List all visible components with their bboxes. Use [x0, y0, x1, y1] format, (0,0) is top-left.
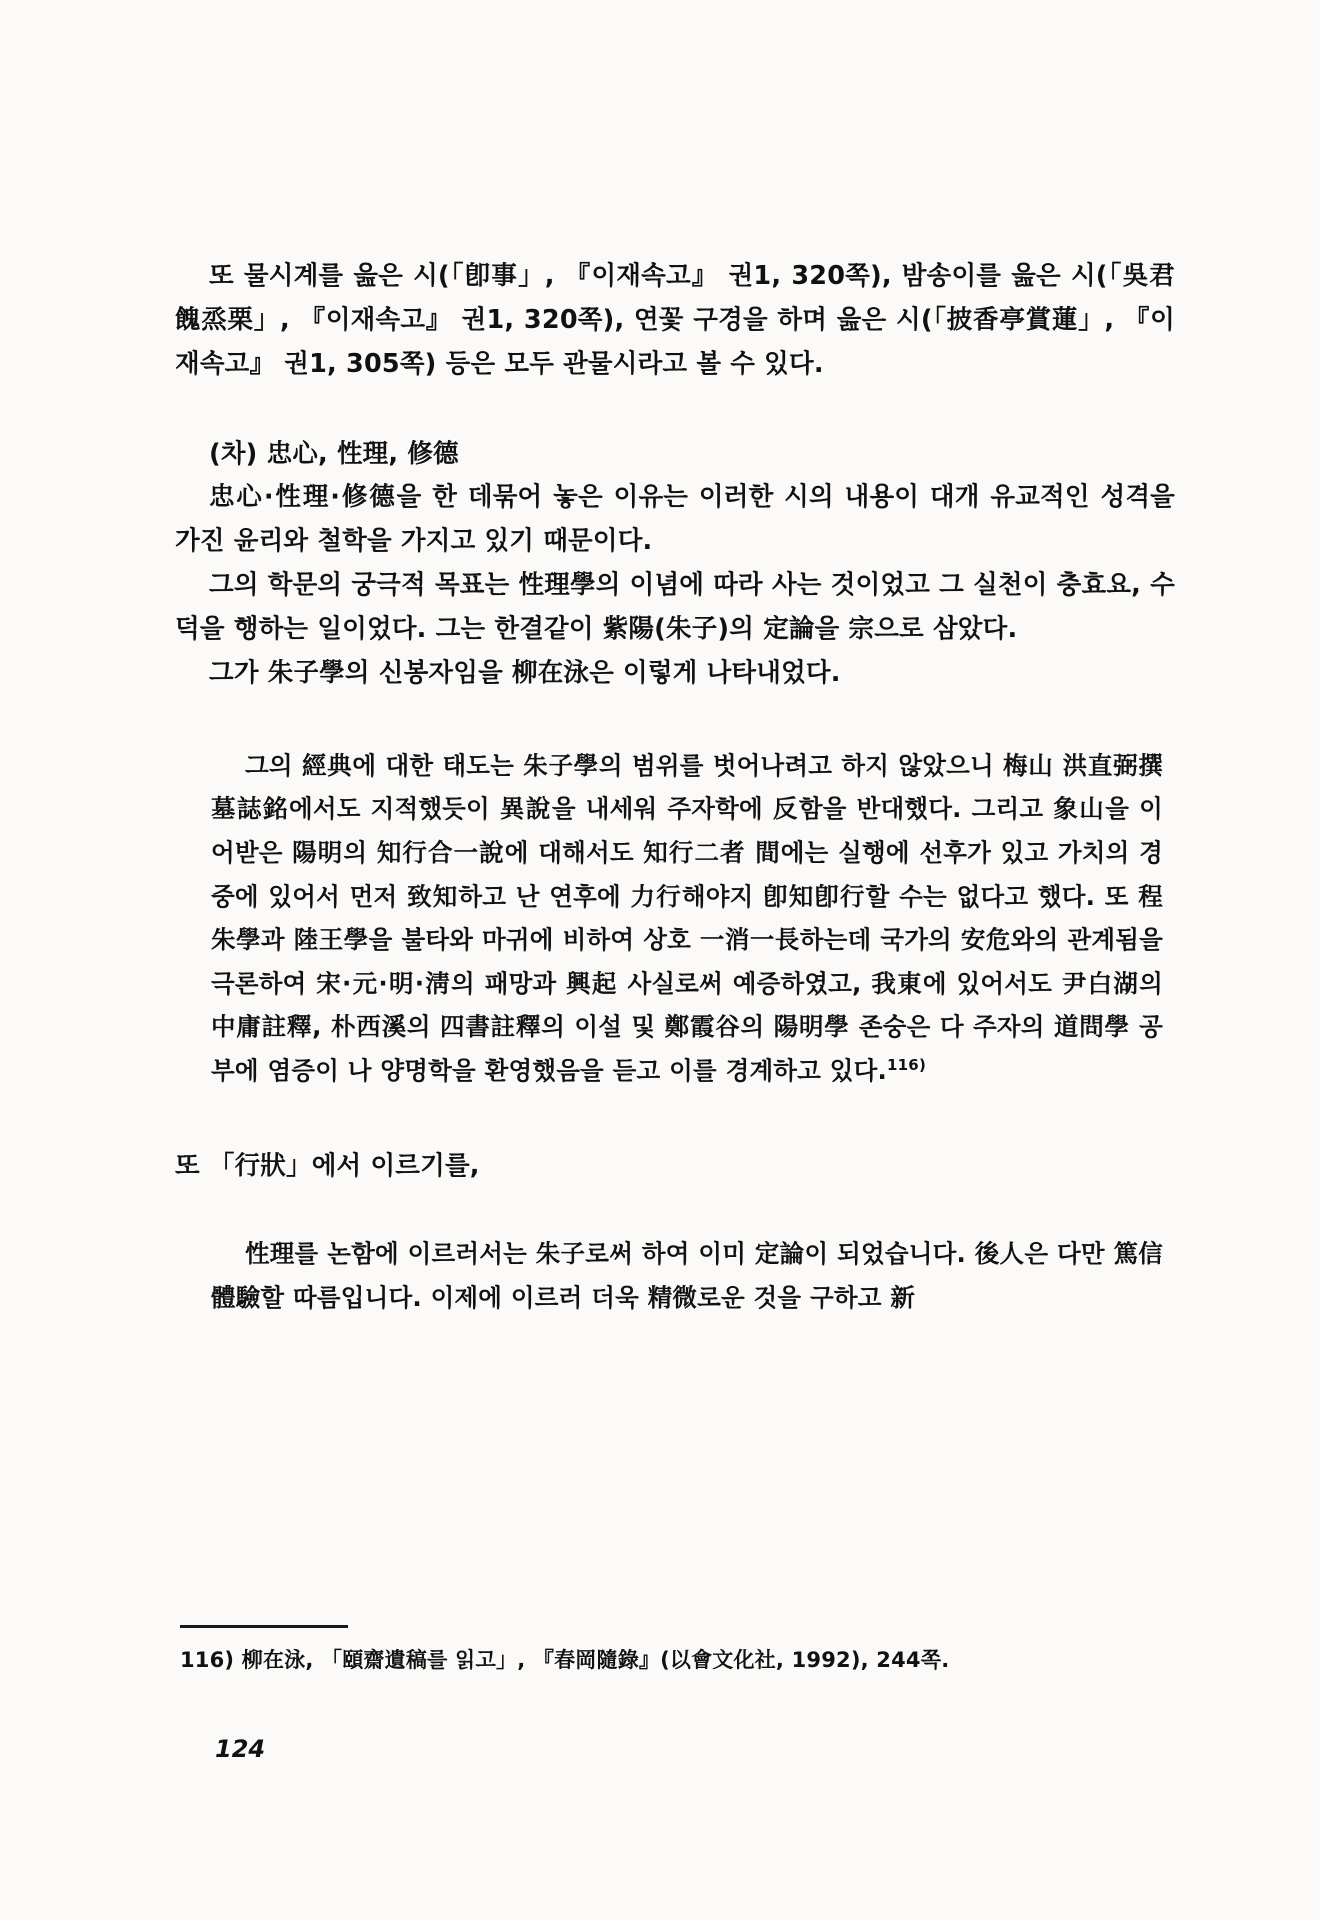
blockquote-1	[211, 744, 1163, 1093]
paragraph-5: 또 「行狀」에서 이르기를,	[175, 1150, 480, 1181]
page-body	[175, 255, 1175, 1320]
paragraph-4: 그가 朱子學의 신봉자임을 柳在泳은 이렇게 나타내었다.	[209, 657, 841, 688]
paragraph-3: 그의 학문의 궁극적 목표는 性理學의 이념에 따라 사는 것이었고 그 실천이 충효요, 수덕을 행하는 일이었다. 그는 한결같이 紫陽(朱子)의 定論을 宗으로 삼았다.	[175, 570, 1175, 645]
blockquote-2-text: 性理를 논함에 이르러서는 朱子로써 하여 이미 定論이 되었습니다. 後人은 다만 篤信體驗할 따름입니다. 이제에 이르러 더욱 精微로운 것을 구하고 新	[211, 1239, 1163, 1313]
section-heading: (차) 忠心, 性理, 修德	[209, 438, 459, 469]
paragraph-2: 忠心·性理·修德을 한 데묶어 놓은 이유는 이러한 시의 내용이 대개 유교적인 성격을 가진 윤리와 철학을 가지고 있기 때문이다.	[175, 482, 1175, 557]
footnote-116: 116) 柳在泳, 「頤齋遺稿를 읽고」, 『春岡隨錄』(以會文化社, 1992), 244쪽.	[180, 1648, 950, 1672]
footnote-marker-116: 116)	[887, 1055, 926, 1074]
blockquote-1-text	[211, 744, 1163, 1093]
blockquote-2	[211, 1232, 1163, 1319]
footnote-separator	[180, 1625, 348, 1628]
page-number: 124	[215, 1735, 266, 1763]
blockquote-1-body: 그의 經典에 대한 태도는 朱子學의 범위를 벗어나려고 하지 않았으니 梅山 洪直弼撰 墓誌銘에서도 지적했듯이 異說을 내세워 주자학에 反함을 반대했다. 그리고 象山을 이어받은 陽明의 知行合一說에 대해서도 知行二者 間에는 실행에 선후가 있고 가치의 경중에 있어서 먼저 致知하고 난 연후에 力行해야지 卽知卽行할 수는 없다고 했다. 또 程朱學과 陸王學을 불타와 마귀에 비하여 상호 一消一長하는데 국가의 安危와의 관계됨을 극론하여 宋·元·明·淸의 패망과 興起 사실로써 예증하였고, 我東에 있어서도 尹白湖의 中庸註釋, 朴西溪의 四書註釋의 이설 및 鄭霞谷의 陽明學 존숭은 다 주자의 道問學 공부에 염증이 나 양명학을 환영했음을 듣고 이를 경계하고 있다.	[211, 750, 1163, 1085]
paragraph-1: 또 물시계를 읊은 시(「卽事」, 『이재속고』 권1, 320쪽), 밤송이를 읊은 시(「吳君餽烝栗」, 『이재속고』 권1, 320쪽), 연꽃 구경을 하며 읊은 시(「披香亭賞蓮」, 『이재속고』 권1, 305쪽) 등은 모두 관물시라고 볼 수 있다.	[175, 261, 1175, 379]
